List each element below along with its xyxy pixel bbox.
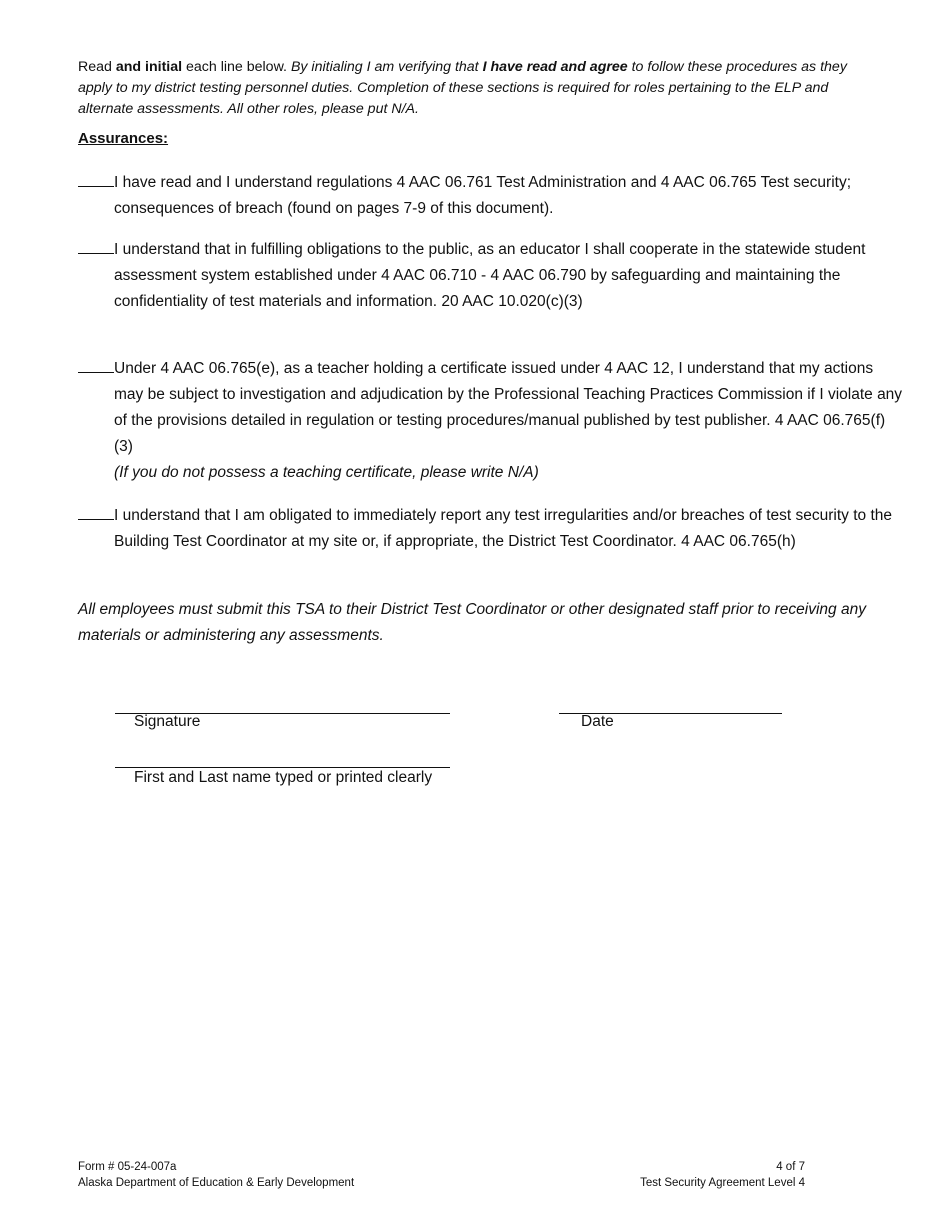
- assurance-item-3: [78, 356, 904, 486]
- name-label: First and Last name typed or printed clearly: [134, 769, 433, 786]
- intro-bold: and initial: [115, 59, 183, 75]
- form-number: Form # 05-24-007a: [78, 1161, 177, 1173]
- assurance-item-1: [78, 170, 904, 222]
- footer-left: [78, 1159, 354, 1191]
- assurances-heading: Assurances:: [78, 130, 169, 147]
- assurance-text-1: I have read and I understand regulations 4 AAC 06.761 Test Administration and 4 AAC 06.765 Test security; consequences of breach (found on pages 7-9 of this document).: [114, 174, 852, 217]
- name-line[interactable]: [115, 767, 450, 768]
- intro-italic-1: By initialing I am verifying that: [290, 59, 483, 75]
- initial-blank-1[interactable]: [78, 170, 114, 187]
- closing-statement: All employees must submit this TSA to their District Test Coordinator or other designated staff prior to receiving any materials or administering any assessments.: [78, 601, 866, 644]
- date-label: Date: [581, 713, 614, 730]
- signature-label: Signature: [134, 713, 201, 730]
- document-title: Test Security Agreement Level 4: [640, 1177, 805, 1189]
- initial-blank-2[interactable]: [78, 237, 114, 254]
- assurance-text-4: I understand that I am obligated to immediately report any test irregularities and/or breaches of test security to the Building Test Coordinator at my site or, if appropriate, the District Test Coordinator. 4 AAC 06.765(h): [114, 507, 892, 550]
- department-name: Alaska Department of Education & Early Development: [78, 1177, 355, 1189]
- assurance-item-2: [78, 237, 904, 315]
- assurance-note-3: (If you do not possess a teaching certificate, please write N/A): [114, 464, 539, 481]
- intro-text-1: Read: [78, 59, 116, 75]
- assurance-item-4: [78, 503, 904, 555]
- intro-italic-2: to follow these procedures as they apply to my district testing personnel duties. Completion of these sections is required for roles pertaining to the ELP and alternate assessments. All other roles, please put N/A.: [78, 59, 847, 117]
- initial-blank-3[interactable]: [78, 356, 114, 373]
- assurance-text-3: Under 4 AAC 06.765(e), as a teacher holding a certificate issued under 4 AAC 12, I understand that my actions may be subject to investigation and adjudication by the Professional Teaching Practices Commission if I violate any of the provisions detailed in regulation or testing procedures/manual published by test publisher. 4 AAC 06.765(f)(3): [114, 360, 903, 455]
- instructions-paragraph: [78, 57, 878, 120]
- intro-bold-italic: I have read and agree: [482, 59, 628, 75]
- initial-blank-4[interactable]: [78, 503, 114, 520]
- footer-right: [640, 1159, 805, 1191]
- assurance-text-2: I understand that in fulfilling obligations to the public, as an educator I shall cooperate in the statewide student assessment system established under 4 AAC 06.710 - 4 AAC 06.790 by safeguarding and maintaining the confidentiality of test materials and information. 20 AAC 10.020(c)(3): [114, 241, 866, 310]
- page-number: 4 of 7: [776, 1161, 805, 1173]
- intro-text-2: each line below.: [182, 59, 291, 75]
